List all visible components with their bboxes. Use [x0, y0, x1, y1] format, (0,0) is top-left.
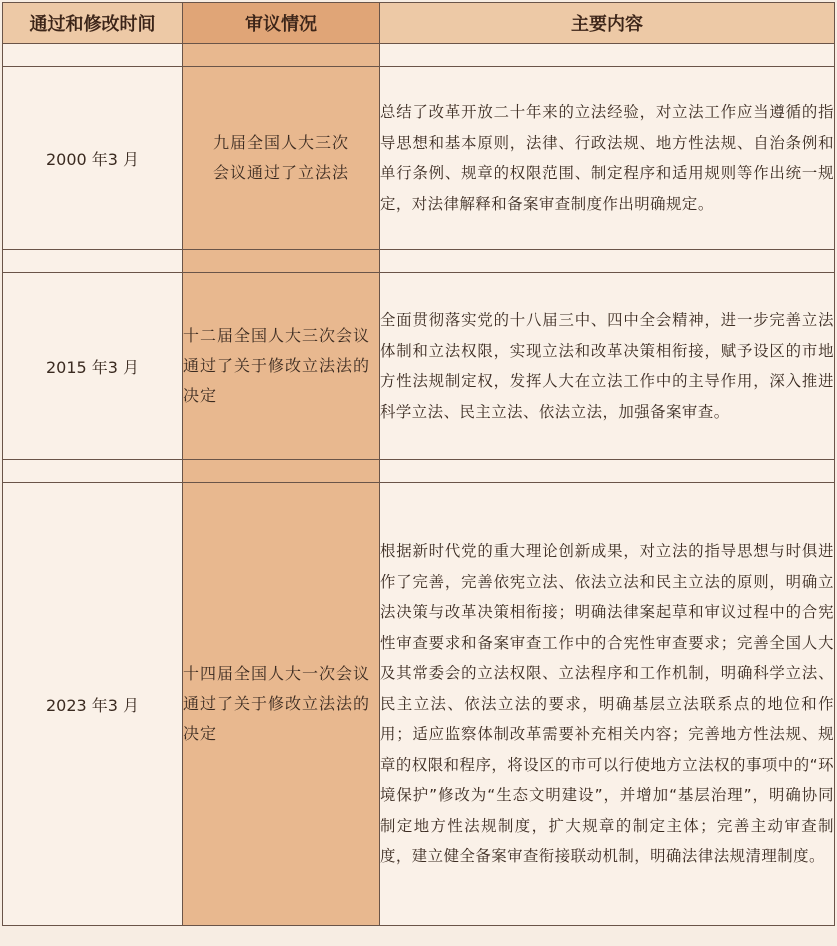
spacer-row: [3, 44, 835, 67]
header-row: [3, 3, 835, 44]
spacer-cell: [380, 44, 835, 67]
spacer-cell: [380, 250, 835, 273]
review-cell: 九届全国人大三次会议通过了立法法: [183, 67, 380, 250]
header-content: 主要内容: [380, 3, 835, 44]
date-cell: 2015 年3 月: [3, 273, 183, 460]
date-cell: 2000 年3 月: [3, 67, 183, 250]
spacer-row: [3, 250, 835, 273]
review-cell: 十二届全国人大三次会议通过了关于修改立法法的决定: [183, 273, 380, 460]
header-date: 通过和修改时间: [3, 3, 183, 44]
review-cell: 十四届全国人大一次会议通过了关于修改立法法的决定: [183, 483, 380, 926]
spacer-cell: [183, 250, 380, 273]
header-review: 审议情况: [183, 3, 380, 44]
spacer-row: [3, 460, 835, 483]
spacer-cell: [380, 460, 835, 483]
spacer-cell: [183, 44, 380, 67]
content-cell: 总结了改革开放二十年来的立法经验，对立法工作应当遵循的指导思想和基本原则，法律、行政法规、地方性法规、自治条例和单行条例、规章的权限范围、制定程序和适用规则等作出统一规定，对法律解释和备案审查制度作出明确规定。: [380, 67, 835, 250]
legislation-law-table: [2, 2, 835, 926]
content-cell: 根据新时代党的重大理论创新成果，对立法的指导思想与时俱进作了完善，完善依宪立法、依法立法和民主立法的原则，明确立法决策与改革决策相衔接；明确法律案起草和审议过程中的合宪性审查要求和备案审查工作中的合宪性审查要求；完善全国人大及其常委会的立法权限、立法程序和工作机制，明确科学立法、民主立法、依法立法的要求，明确基层立法联系点的地位和作用；适应监察体制改革需要补充相关内容；完善地方性法规、规章的权限和程序，将设区的市可以行使地方立法权的事项中的“环境保护”修改为“生态文明建设”，并增加“基层治理”，明确协同制定地方性法规制度，扩大规章的制定主体；完善主动审查制度，建立健全备案审查衔接联动机制，明确法律法规清理制度。: [380, 483, 835, 926]
spacer-cell: [3, 44, 183, 67]
content-cell: 全面贯彻落实党的十八届三中、四中全会精神，进一步完善立法体制和立法权限，实现立法和改革决策相衔接，赋予设区的市地方性法规制定权，发挥人大在立法工作中的主导作用，深入推进科学立法、民主立法、依法立法，加强备案审查。: [380, 273, 835, 460]
table-row: [3, 67, 835, 250]
table-row: [3, 273, 835, 460]
table-row: [3, 483, 835, 926]
spacer-cell: [183, 460, 380, 483]
date-cell: 2023 年3 月: [3, 483, 183, 926]
spacer-cell: [3, 460, 183, 483]
spacer-cell: [3, 250, 183, 273]
